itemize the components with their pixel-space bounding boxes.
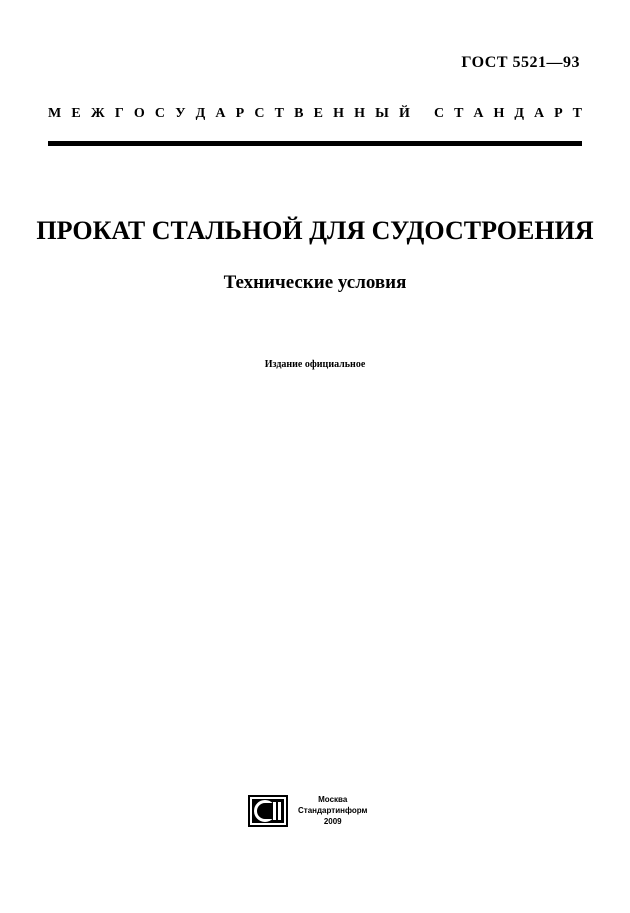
banner-letter: Д (195, 106, 206, 121)
document-title: ПРОКАТ СТАЛЬНОЙ ДЛЯ СУДОСТРОЕНИЯ (36, 216, 594, 245)
banner-letter: Н (354, 106, 365, 121)
banner-letter: В (294, 106, 304, 121)
banner-letter: Т (572, 106, 582, 121)
banner-letter: А (215, 106, 226, 121)
standartinform-logo-icon (248, 795, 288, 827)
imprint-year: 2009 (323, 817, 342, 826)
banner-letter: Е (71, 106, 81, 121)
header-banner (48, 106, 582, 122)
banner-word-interstate (48, 106, 410, 122)
banner-letter: С (254, 106, 265, 121)
imprint-publisher: Стандартинформ (298, 806, 368, 815)
banner-letter: О (133, 106, 145, 121)
banner-letter: М (48, 106, 62, 121)
banner-letter: Р (554, 106, 563, 121)
banner-letter: Й (399, 106, 410, 121)
banner-letter: Е (313, 106, 323, 121)
banner-word-standard (434, 106, 582, 122)
banner-letter: С (154, 106, 166, 121)
banner-letter: Р (235, 106, 245, 121)
document-subtitle: Технические условия (223, 272, 407, 293)
banner-letter: Д (514, 106, 524, 121)
banner-letter: У (175, 106, 186, 121)
edition-note: Издание официальное (264, 359, 366, 370)
banner-letter: Ж (90, 106, 105, 121)
header-rule (48, 141, 582, 146)
banner-letter: Г (114, 106, 124, 121)
banner-letter: А (473, 106, 484, 121)
imprint (298, 794, 367, 827)
banner-letter: С (434, 106, 445, 121)
banner-letter: Н (493, 106, 505, 121)
banner-letter: А (533, 106, 545, 121)
publisher-block (248, 794, 367, 827)
document-number: ГОСТ 5521—93 (461, 54, 580, 71)
banner-letter: Т (454, 106, 464, 121)
banner-letter: Т (274, 106, 284, 121)
banner-letter: Ы (375, 106, 389, 121)
banner-letter: Н (333, 106, 344, 121)
imprint-city: Москва (318, 795, 348, 804)
